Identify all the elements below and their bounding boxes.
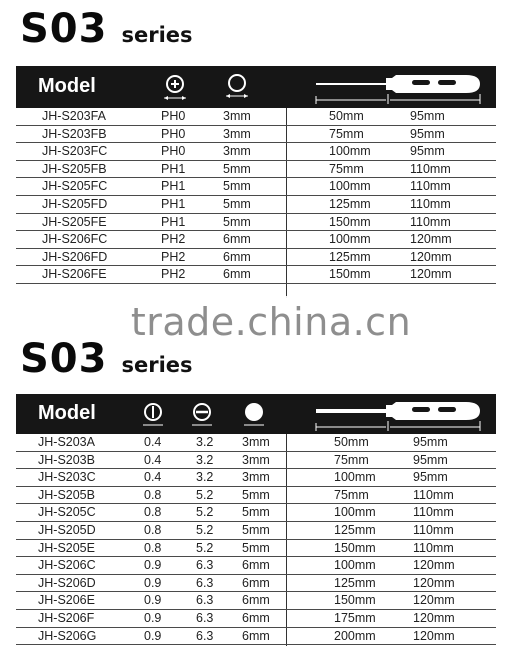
tip-width-cell: 6.3 [196, 575, 214, 590]
shaft-cell: 6mm [242, 575, 270, 590]
tip-cell: PH1 [161, 179, 186, 194]
bottom-table-body [16, 434, 496, 645]
model-cell: JH-S205E [38, 540, 95, 555]
tip-thickness-cell: 0.9 [144, 610, 162, 625]
tip-cell: PH1 [161, 196, 186, 211]
total-length-cell: 120mm [410, 232, 452, 247]
blade-length-cell: 75mm [334, 487, 369, 502]
tip-cell: PH0 [161, 109, 186, 123]
total-length-cell: 110mm [410, 161, 451, 176]
top-series-title [20, 6, 193, 52]
tip-thickness-cell: 0.9 [144, 628, 162, 643]
total-length-cell: 110mm [413, 487, 454, 502]
model-cell: JH-S206E [38, 593, 95, 608]
blade-length-cell: 50mm [334, 435, 369, 449]
table-row [16, 266, 496, 284]
total-length-cell: 120mm [413, 575, 455, 590]
table-row [16, 126, 496, 144]
table-row [16, 249, 496, 267]
model-cell: JH-S206FD [42, 249, 108, 264]
table-row [16, 557, 496, 575]
total-length-cell: 120mm [413, 610, 455, 625]
table-row [16, 592, 496, 610]
model-cell: JH-S206C [38, 558, 96, 573]
bottom-table-header [16, 394, 496, 434]
tip-width-cell: 5.2 [196, 505, 214, 520]
shaft-cell: 6mm [242, 593, 270, 608]
tip-cell: PH1 [161, 214, 186, 229]
top-series-label: series [121, 23, 193, 47]
shaft-cell: 6mm [223, 232, 251, 247]
slotted-tip-icon [141, 399, 165, 429]
table-row [16, 108, 496, 126]
tip-thickness-cell: 0.8 [144, 540, 162, 555]
blade-length-cell: 125mm [334, 522, 376, 537]
blade-length-cell: 100mm [334, 505, 376, 520]
tip-width-cell: 3.2 [196, 435, 214, 449]
model-cell: JH-S203C [38, 470, 96, 485]
table-row [16, 540, 496, 558]
bottom-series-label: series [121, 353, 193, 377]
tip-width-cell: 6.3 [196, 593, 214, 608]
total-length-cell: 95mm [413, 435, 448, 449]
tip-cell: PH0 [161, 126, 186, 141]
total-length-cell: 110mm [413, 505, 454, 520]
total-length-cell: 120mm [410, 249, 452, 264]
table-row [16, 504, 496, 522]
total-length-cell: 110mm [413, 522, 454, 537]
model-cell: JH-S203FB [42, 126, 107, 141]
tip-width-cell: 5.2 [196, 522, 214, 537]
blade-length-cell: 125mm [329, 249, 371, 264]
blade-length-cell: 100mm [334, 558, 376, 573]
screwdriver-dimension-icon [312, 395, 492, 433]
shaft-cell: 5mm [223, 179, 251, 194]
table-row [16, 178, 496, 196]
tip-thickness-cell: 0.9 [144, 575, 162, 590]
shaft-cell: 3mm [242, 452, 270, 467]
shaft-cell: 5mm [223, 214, 251, 229]
blade-length-cell: 75mm [329, 161, 364, 176]
top-table-header [16, 66, 496, 108]
model-cell: JH-S206G [38, 628, 97, 643]
table-row [16, 610, 496, 628]
model-cell: JH-S203B [38, 452, 95, 467]
round-shaft-filled-icon [242, 399, 266, 429]
tip-cell: PH2 [161, 232, 186, 247]
table-row [16, 214, 496, 232]
tip-width-cell: 3.2 [196, 452, 214, 467]
table-row [16, 434, 496, 452]
model-cell: JH-S205B [38, 487, 95, 502]
tip-thickness-cell: 0.9 [144, 558, 162, 573]
blade-length-cell: 75mm [334, 452, 369, 467]
shaft-cell: 5mm [242, 522, 270, 537]
tip-thickness-cell: 0.9 [144, 593, 162, 608]
blade-length-cell: 150mm [329, 214, 371, 229]
blade-length-cell: 150mm [329, 267, 371, 282]
blade-length-cell: 75mm [329, 126, 364, 141]
tip-cell: PH1 [161, 161, 186, 176]
model-cell: JH-S205FD [42, 196, 108, 211]
total-length-cell: 110mm [413, 540, 454, 555]
shaft-cell: 6mm [242, 558, 270, 573]
tip-width-cell: 6.3 [196, 558, 214, 573]
model-cell: JH-S205D [38, 522, 96, 537]
table-row [16, 575, 496, 593]
total-length-cell: 120mm [413, 593, 455, 608]
blade-length-cell: 50mm [329, 109, 364, 123]
blade-length-cell: 150mm [334, 540, 376, 555]
blade-length-cell: 100mm [329, 179, 371, 194]
model-cell: JH-S206F [38, 610, 95, 625]
total-length-cell: 110mm [410, 214, 451, 229]
tip-thickness-cell: 0.4 [144, 435, 162, 449]
tip-width-cell: 3.2 [196, 470, 214, 485]
tip-thickness-cell: 0.8 [144, 487, 162, 502]
blade-length-cell: 100mm [329, 232, 371, 247]
blade-length-cell: 150mm [334, 593, 376, 608]
tip-thickness-cell: 0.4 [144, 452, 162, 467]
shaft-cell: 6mm [223, 249, 251, 264]
tip-width-cell: 5.2 [196, 487, 214, 502]
blade-length-cell: 200mm [334, 628, 376, 643]
table-row [16, 452, 496, 470]
watermark-text: trade.china.cn [130, 300, 412, 344]
blade-length-cell: 100mm [334, 470, 376, 485]
tip-thickness-cell: 0.8 [144, 505, 162, 520]
slotted-width-icon [190, 399, 214, 429]
total-length-cell: 120mm [413, 628, 455, 643]
total-length-cell: 95mm [410, 126, 445, 141]
model-cell: JH-S203A [38, 435, 95, 449]
tip-width-cell: 6.3 [196, 628, 214, 643]
tip-thickness-cell: 0.8 [144, 522, 162, 537]
tip-width-cell: 5.2 [196, 540, 214, 555]
total-length-cell: 95mm [410, 109, 445, 123]
round-shaft-icon [224, 71, 250, 103]
model-cell: JH-S205FE [42, 214, 107, 229]
table-row [16, 628, 496, 646]
total-length-cell: 110mm [410, 179, 451, 194]
tip-width-cell: 6.3 [196, 610, 214, 625]
shaft-cell: 3mm [242, 435, 270, 449]
shaft-cell: 5mm [223, 161, 251, 176]
shaft-cell: 5mm [242, 505, 270, 520]
total-length-cell: 95mm [413, 470, 448, 485]
top-series-code: S03 [20, 6, 108, 52]
bottom-series-title [20, 336, 193, 382]
blade-length-cell: 175mm [334, 610, 376, 625]
shaft-cell: 3mm [223, 126, 251, 141]
table-row [16, 143, 496, 161]
blade-length-cell: 125mm [329, 196, 371, 211]
tip-cell: PH0 [161, 144, 186, 159]
shaft-cell: 3mm [223, 109, 251, 123]
shaft-cell: 3mm [242, 470, 270, 485]
bottom-series-code: S03 [20, 336, 108, 382]
tip-cell: PH2 [161, 267, 186, 282]
table-row [16, 161, 496, 179]
table-row [16, 487, 496, 505]
blade-length-cell: 125mm [334, 575, 376, 590]
model-cell: JH-S206D [38, 575, 96, 590]
model-cell: JH-S205FB [42, 161, 107, 176]
bottom-header-model: Model [38, 402, 96, 424]
total-length-cell: 110mm [410, 196, 451, 211]
shaft-cell: 5mm [242, 487, 270, 502]
phillips-tip-icon [162, 71, 188, 103]
tip-thickness-cell: 0.4 [144, 470, 162, 485]
top-header-model: Model [38, 75, 96, 97]
total-length-cell: 120mm [410, 267, 452, 282]
model-cell: JH-S203FC [42, 144, 108, 159]
screwdriver-dimension-icon [312, 68, 492, 106]
shaft-cell: 5mm [242, 540, 270, 555]
total-length-cell: 95mm [410, 144, 445, 159]
shaft-cell: 6mm [242, 628, 270, 643]
shaft-cell: 6mm [223, 267, 251, 282]
model-cell: JH-S205C [38, 505, 96, 520]
table-row [16, 469, 496, 487]
tip-cell: PH2 [161, 249, 186, 264]
top-table-body [16, 108, 496, 284]
model-cell: JH-S206FC [42, 232, 108, 247]
shaft-cell: 6mm [242, 610, 270, 625]
shaft-cell: 5mm [223, 196, 251, 211]
blade-length-cell: 100mm [329, 144, 371, 159]
model-cell: JH-S205FC [42, 179, 108, 194]
shaft-cell: 3mm [223, 144, 251, 159]
table-row [16, 196, 496, 214]
model-cell: JH-S206FE [42, 267, 107, 282]
total-length-cell: 95mm [413, 452, 448, 467]
table-row [16, 522, 496, 540]
total-length-cell: 120mm [413, 558, 455, 573]
table-row [16, 231, 496, 249]
model-cell: JH-S203FA [42, 109, 106, 123]
